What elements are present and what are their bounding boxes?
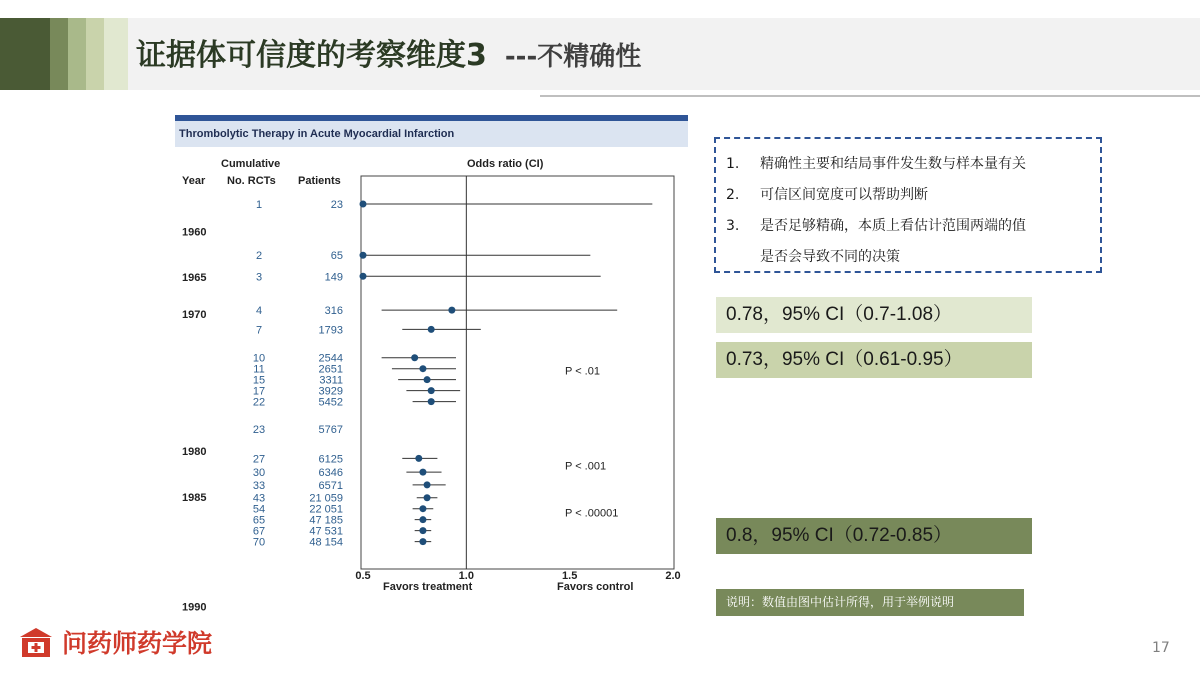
rct-count-label: 70 [252,536,266,549]
info-item-text: 精确性主要和结局事件发生数与样本量有关 [760,156,1026,172]
p-value-annotation: P < .01 [565,365,600,378]
xlabel-left: Favors treatment [383,581,473,593]
rct-count-label: 4 [255,305,263,318]
note-label: 说明：数值由图中估计所得，用于举例说明 [716,589,1024,616]
odds-ratio-point [428,387,435,394]
page-subtitle: ---不精确性 [504,42,642,72]
rct-count-label: 1 [255,199,263,211]
logo-text: 问药师药学院 [62,629,213,658]
rct-count-label: 3 [255,271,263,284]
logo [18,624,212,660]
xlabel-right: Favors control [557,581,634,593]
rct-count-label: 17 [252,385,266,398]
col-header-rcts: No. RCTs [227,175,276,187]
year-label: 1980 [182,446,207,459]
year-label: 1970 [182,308,207,321]
odds-ratio-point [424,481,431,488]
info-item-number: 3. [726,218,740,234]
x-tick-label: 1.5 [562,570,578,582]
rct-count-label: 27 [252,453,266,466]
patients-label: 5452 [318,396,343,409]
rct-count-label: 2 [255,250,263,263]
rct-count-label: 23 [252,424,266,437]
odds-ratio-point [419,527,426,534]
info-item-number: 1. [726,156,740,172]
rct-count-label: 43 [252,492,266,505]
rct-count-label: 22 [252,396,266,409]
odds-ratio-point [360,252,367,259]
col-header-cumulative: Cumulative [221,158,281,170]
p-value-annotation: P < .00001 [565,507,619,520]
info-item [726,180,1100,211]
patients-label: 3929 [318,385,343,398]
info-item-continuation: 是否会导致不同的决策 [760,249,900,265]
patients-label: 47 185 [309,514,343,527]
patients-label: 6571 [318,479,343,492]
odds-ratio-point [419,365,426,372]
odds-ratio-point [428,326,435,333]
rct-count-label: 15 [252,374,266,387]
plot-top-band [175,115,688,121]
col-header-patients: Patients [298,175,341,187]
patients-label: 47 531 [309,525,343,538]
odds-ratio-point [448,307,455,314]
year-label: 1990 [182,601,207,614]
ci-label-1: 0.78，95% CI（0.7-1.08） [716,297,1032,333]
info-item-number: 2. [726,187,740,203]
x-tick-label: 1.0 [458,570,474,582]
odds-ratio-point [419,516,426,523]
rct-count-label: 10 [252,352,266,365]
rct-count-label: 11 [253,363,265,376]
odds-ratio-point [411,354,418,361]
patients-label: 5767 [318,424,343,437]
plot-title: Thrombolytic Therapy in Acute Myocardial Infarction [179,128,455,140]
patients-label: 21 059 [309,492,343,505]
odds-ratio-point [424,494,431,501]
ci-label-2: 0.73，95% CI（0.61-0.95） [716,342,1032,378]
page-title-main: 证据体可信度的考察维度3 [136,38,487,73]
rct-count-label: 33 [252,479,266,492]
col-header-odds: Odds ratio (CI) [467,158,544,170]
header-stripes [0,18,128,90]
patients-label: 22 051 [309,503,343,516]
x-tick-label: 2.0 [665,570,681,582]
x-tick-label: 0.5 [355,570,371,582]
page-title [136,30,641,74]
year-label: 1960 [182,226,207,239]
info-item [726,211,1100,242]
info-item-text: 可信区间宽度可以帮助判断 [760,187,928,203]
pharmacy-school-logo-icon [18,625,54,659]
rct-count-label: 30 [252,467,266,480]
col-header-year: Year [182,175,206,187]
odds-ratio-point [360,273,367,280]
patients-label: 3311 [319,374,343,387]
rct-count-label: 54 [252,503,266,516]
odds-ratio-point [419,469,426,476]
patients-label: 2651 [318,363,343,376]
ci-label-3: 0.8，95% CI（0.72-0.85） [716,518,1032,554]
year-label: 1965 [182,272,207,285]
patients-label: 23 [330,199,343,211]
p-value-annotation: P < .001 [565,460,607,473]
patients-label: 2544 [318,352,343,365]
page-number: 17 [1152,640,1170,656]
rct-count-label: 7 [255,324,263,337]
odds-ratio-point [424,376,431,383]
patients-label: 316 [324,305,343,318]
rct-count-label: 67 [252,525,266,538]
odds-ratio-point [360,201,367,208]
patients-label: 48 154 [309,536,343,549]
patients-label: 6125 [318,453,343,466]
odds-ratio-point [415,455,422,462]
info-item [726,149,1100,180]
odds-ratio-point [428,398,435,405]
odds-ratio-point [419,505,426,512]
forest-plot-svg [175,115,690,614]
forest-plot [175,115,690,614]
patients-label: 6346 [318,467,343,480]
patients-label: 65 [330,250,343,263]
header-underline [540,95,1200,97]
odds-ratio-point [419,538,426,545]
rct-count-label: 65 [252,514,266,527]
patients-label: 1793 [318,324,343,337]
info-item-text: 是否足够精确，本质上看估计范围两端的值 [760,218,1026,234]
info-box [714,137,1102,273]
year-label: 1985 [182,491,207,504]
patients-label: 149 [324,271,343,284]
